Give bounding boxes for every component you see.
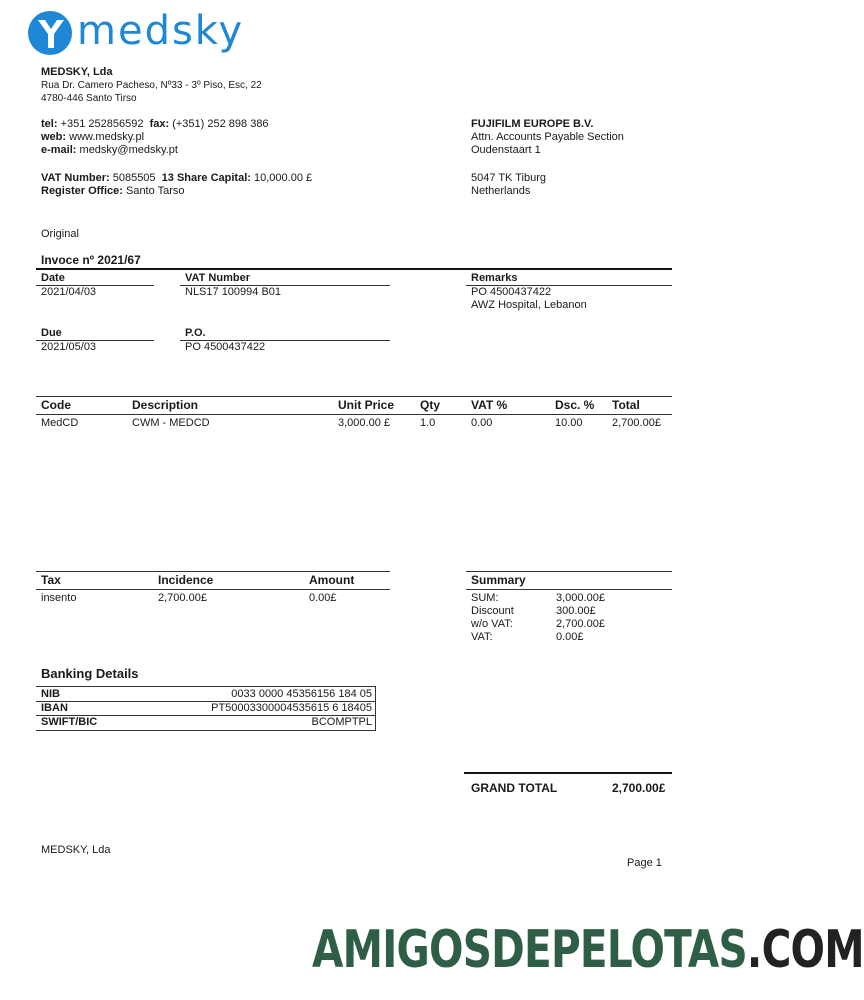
tel-label: tel:	[41, 118, 58, 130]
wo-vat-value: 2,700.00£	[556, 618, 605, 630]
grand-total-label: GRAND TOTAL	[471, 781, 558, 795]
capital-label: 13 Share Capital:	[161, 172, 251, 184]
bank-row-iban	[0, 702, 380, 715]
watermark	[312, 920, 864, 980]
vatnum-label: VAT Number	[185, 272, 250, 284]
summary-title: Summary	[471, 573, 526, 587]
tax-row-amount: 0.00£	[309, 592, 337, 604]
col-qty: Qty	[420, 398, 441, 412]
grand-total-value: 2,700.00£	[612, 781, 666, 795]
company-logo	[27, 8, 245, 58]
banking-title: Banking Details	[41, 666, 139, 681]
col-description: Description	[132, 398, 199, 412]
invoice-title: Invoce nº 2021/67	[41, 253, 141, 267]
col-amount: Amount	[309, 573, 355, 587]
summary-values	[556, 592, 605, 644]
medsky-logo-icon	[27, 10, 73, 56]
summary-vat-value: 0.00£	[556, 631, 584, 643]
watermark-part-2: .COM	[746, 920, 864, 980]
sender-name: MEDSKY, Lda	[41, 66, 113, 78]
remarks-line-1: PO 4500437422	[471, 286, 552, 298]
tax-row-tax: insento	[41, 592, 77, 604]
tax-row	[0, 592, 400, 607]
copy-label: Original	[41, 228, 79, 240]
title-rule	[36, 268, 672, 270]
logo-wordmark: medsky	[77, 8, 245, 54]
tax-header-rule	[36, 589, 390, 590]
sender-contact	[41, 118, 269, 157]
email-value: medsky@medsky.pt	[79, 144, 178, 156]
register-value: Santo Tarso	[125, 185, 185, 197]
row-total: 2,700.00£	[612, 417, 661, 429]
col-tax: Tax	[41, 573, 61, 587]
swift-value: BCOMPTPL	[311, 716, 372, 728]
vatnum-value: NLS17 100994 B01	[185, 286, 282, 298]
recipient-country: Netherlands	[471, 185, 531, 197]
row-dsc: 10.00	[555, 417, 583, 429]
recipient-city-block	[471, 172, 546, 198]
remarks-value	[471, 286, 587, 312]
wo-vat-label: w/o VAT:	[471, 618, 513, 630]
items-header-rule	[36, 414, 672, 415]
items-top-rule	[36, 396, 672, 397]
sum-label: SUM:	[471, 592, 499, 604]
col-incidence: Incidence	[158, 573, 214, 587]
items-header	[0, 398, 720, 414]
tax-header	[0, 573, 400, 589]
tel-value: +351 252856592	[60, 118, 144, 130]
web-label: web:	[41, 131, 67, 143]
fax-value: (+351) 252 898 386	[172, 118, 269, 130]
sender-block	[41, 66, 262, 105]
po-label: P.O.	[185, 327, 206, 339]
vat-label: VAT Number:	[41, 172, 110, 184]
row-qty: 1.0	[420, 417, 436, 429]
swift-label: SWIFT/BIC	[41, 716, 98, 728]
iban-label: IBAN	[41, 702, 68, 714]
register-label: Register Office:	[41, 185, 123, 197]
col-total: Total	[612, 398, 640, 412]
sum-value: 3,000.00£	[556, 592, 605, 604]
bank-row-nib	[0, 688, 380, 701]
col-vat: VAT %	[471, 398, 508, 412]
row-description: CWM - MEDCD	[132, 417, 210, 429]
date-value: 2021/04/03	[41, 286, 97, 298]
page-number: Page 1	[627, 857, 662, 869]
col-code: Code	[41, 398, 71, 412]
discount-value: 300.00£	[556, 605, 596, 617]
table-row	[0, 417, 720, 432]
bank-rule-3	[36, 730, 376, 731]
footer-company: MEDSKY, Lda	[41, 844, 111, 856]
bank-row-swift	[0, 716, 380, 729]
recipient-street: Oudenstaart 1	[471, 144, 541, 156]
tax-row-incidence: 2,700.00£	[158, 592, 207, 604]
row-code: MedCD	[41, 417, 79, 429]
bank-rule-0	[36, 686, 376, 687]
recipient-attn: Attn. Accounts Payable Section	[471, 131, 624, 143]
fax-label: fax:	[149, 118, 170, 130]
summary-top-rule	[466, 571, 672, 572]
capital-value: 10,000.00 £	[254, 172, 313, 184]
col-dsc: Dsc. %	[555, 398, 595, 412]
nib-value: 0033 0000 45356156 184 05	[231, 688, 372, 700]
watermark-part-1: AMIGOSDEPELOTAS	[312, 920, 747, 980]
iban-value: PT50003300004535615 6 18405	[211, 702, 372, 714]
recipient-city: 5047 TK Tiburg	[471, 172, 547, 184]
due-value: 2021/05/03	[41, 341, 97, 353]
row-unit-price: 3,000.00 £	[338, 417, 390, 429]
due-label: Due	[41, 327, 62, 339]
remarks-label: Remarks	[471, 272, 518, 284]
summary-labels	[471, 592, 514, 644]
vat-value: 5085505	[112, 172, 156, 184]
po-value: PO 4500437422	[185, 341, 266, 353]
date-label: Date	[41, 272, 65, 284]
tax-top-rule	[36, 571, 390, 572]
recipient-name: FUJIFILM EUROPE B.V.	[471, 118, 594, 130]
col-unit-price: Unit Price	[338, 398, 395, 412]
summary-header-rule	[466, 589, 672, 590]
email-label: e-mail:	[41, 144, 77, 156]
sender-address-2: 4780-446 Santo Tirso	[41, 93, 137, 104]
discount-label: Discount	[471, 605, 514, 617]
remarks-line-2: AWZ Hospital, Lebanon	[471, 299, 587, 311]
sender-address-1: Rua Dr. Camero Pacheso, Nº33 - 3º Piso, Esc, 22	[41, 80, 262, 91]
sender-registration	[41, 172, 312, 198]
summary-vat-label: VAT:	[471, 631, 493, 643]
recipient-block	[471, 118, 624, 157]
bank-box-right-edge	[375, 686, 376, 731]
grand-total-rule	[464, 772, 672, 774]
web-value: www.medsky.pl	[69, 131, 145, 143]
nib-label: NIB	[41, 688, 60, 700]
row-vat: 0.00	[471, 417, 493, 429]
